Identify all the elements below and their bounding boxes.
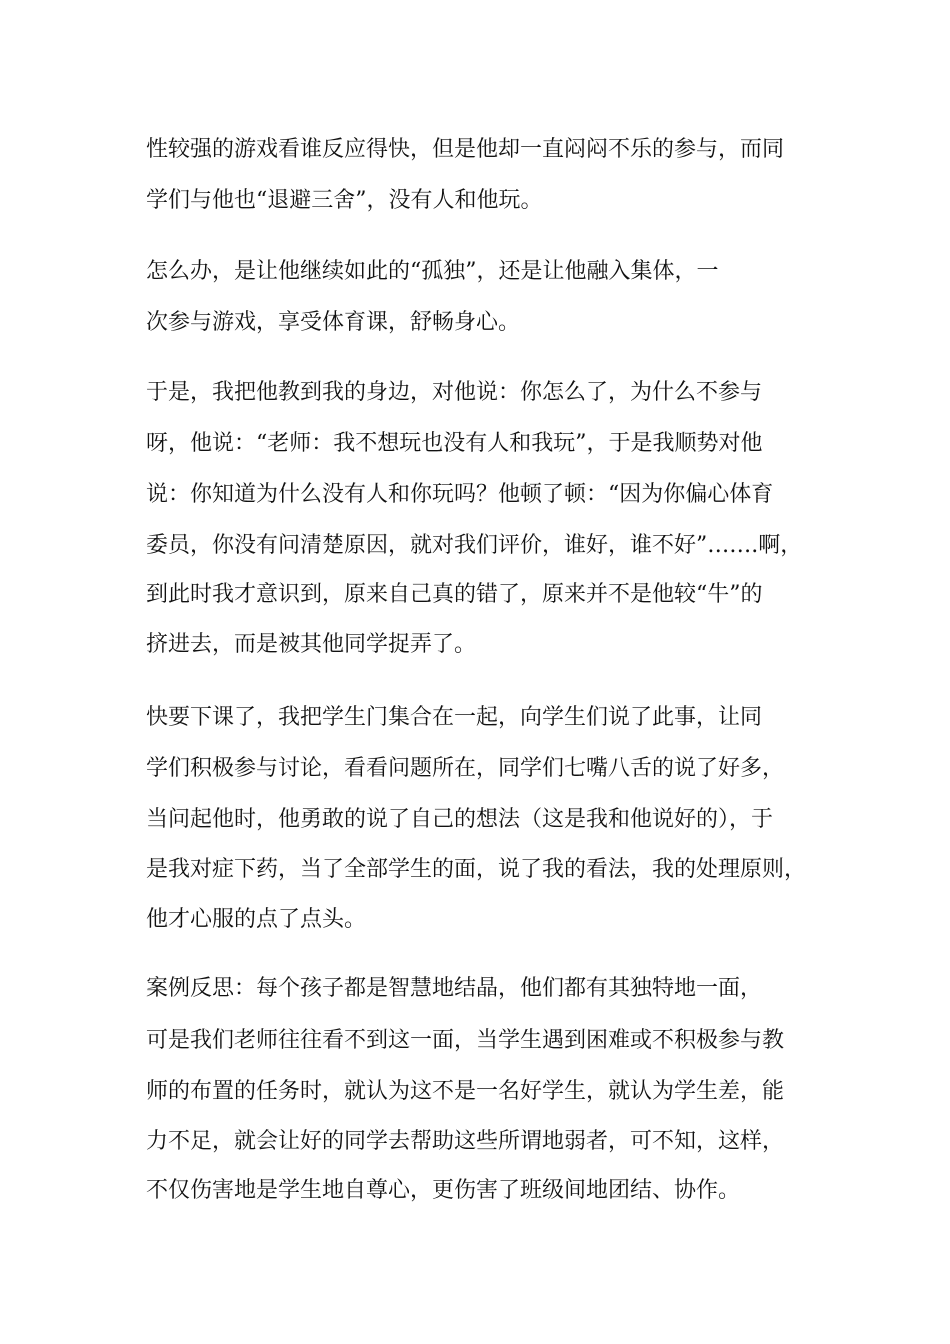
paragraph-3-line-4: 委员，你没有问清楚原因，就对我们评价，谁好，谁不好”…….啊， [146, 533, 803, 558]
paragraph-3-line-6: 挤进去，而是被其他同学捉弄了。 [146, 632, 477, 657]
paragraph-5-line-4: 力不足，就会让好的同学去帮助这些所谓地弱者，可不知，这样， [146, 1129, 785, 1154]
paragraph-2-line-1: 怎么办，是让他继续如此的“孤独”，还是让他融入集体，一 [146, 259, 719, 284]
paragraph-4-line-1: 快要下课了，我把学生门集合在一起，向学生们说了此事，让同 [146, 705, 763, 730]
paragraph-5-line-1: 案例反思：每个孩子都是智慧地结晶，他们都有其独特地一面， [146, 976, 763, 1001]
paragraph-3-line-1: 于是，我把他教到我的身边，对他说：你怎么了，为什么不参与 [146, 380, 763, 405]
paragraph-3-line-3: 说：你知道为什么没有人和你玩吗？他顿了顿：“因为你偏心体育 [146, 482, 774, 507]
paragraph-5-line-5: 不仅伤害地是学生地自尊心，更伤害了班级间地团结、协作。 [146, 1178, 741, 1203]
paragraph-3-line-5: 到此时我才意识到，原来自己真的错了，原来并不是他较“牛”的 [146, 582, 763, 607]
paragraph-1-line-2: 学们与他也“退避三舍”，没有人和他玩。 [146, 188, 543, 213]
paragraph-4-line-3: 当问起他时，他勇敢的说了自己的想法（这是我和他说好的），于 [146, 807, 774, 832]
paragraph-4-line-2: 学们积极参与讨论，看看问题所在，同学们七嘴八舌的说了好多， [146, 756, 785, 781]
paragraph-1-line-1: 性较强的游戏看谁反应得快，但是他却一直闷闷不乐的参与，而同 [146, 137, 785, 162]
paragraph-4-line-5: 他才心服的点了点头。 [146, 907, 367, 932]
paragraph-2-line-2: 次参与游戏，享受体育课，舒畅身心。 [146, 310, 521, 335]
paragraph-3-line-2: 呀，他说：“老师：我不想玩也没有人和我玩”，于是我顺势对他 [146, 431, 763, 456]
paragraph-5-line-3: 师的布置的任务时，就认为这不是一名好学生，就认为学生差，能 [146, 1079, 785, 1104]
paragraph-4-line-4: 是我对症下药，当了全部学生的面，说了我的看法，我的处理原则， [146, 857, 807, 882]
paragraph-5-line-2: 可是我们老师往往看不到这一面，当学生遇到困难或不积极参与教 [146, 1028, 785, 1053]
